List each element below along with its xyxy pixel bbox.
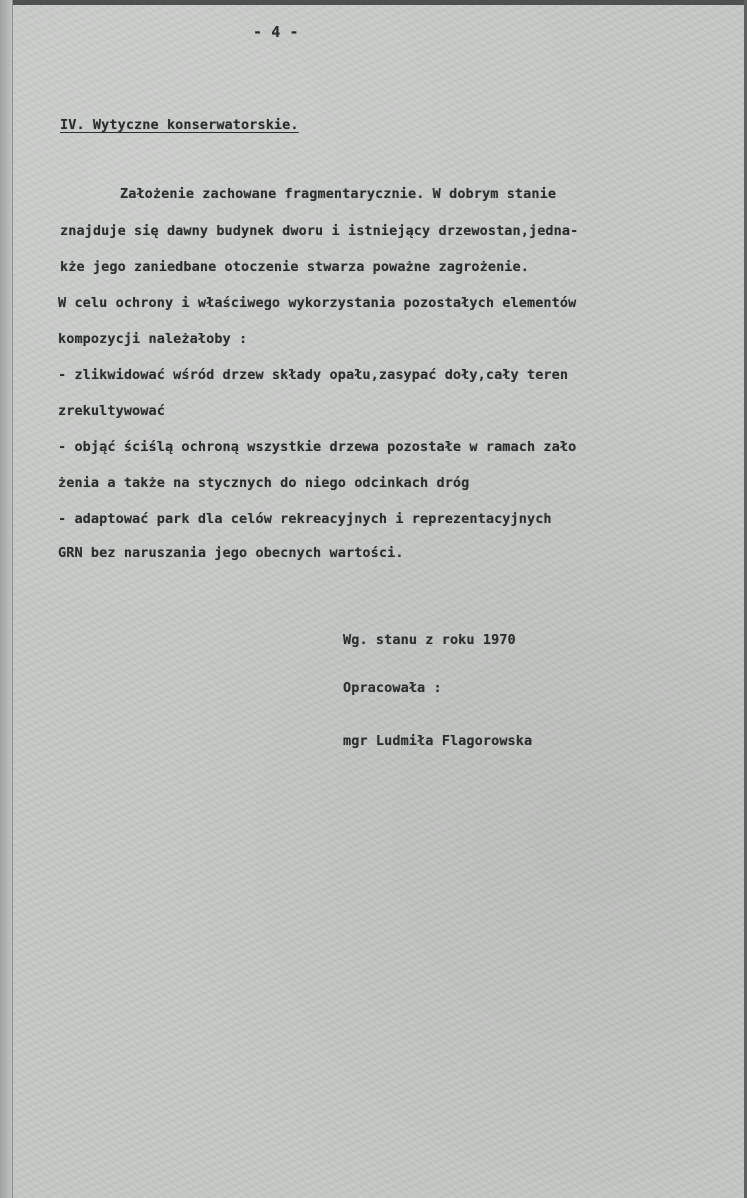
bullet-item-2: - objąć ściślą ochroną wszystkie drzewa pozostałe w ramach zało [58,439,577,455]
body-line-3: kże jego zaniedbane otoczenie stwarza poważne zagrożenie. [60,259,529,275]
prepared-by-label: Opracowała : [343,680,442,696]
bullet-item-3: - adaptować park dla celów rekreacyjnych i reprezentacyjnych [58,511,552,527]
bullet-item-3-continued: GRN bez naruszania jego obecnych wartości. [58,545,404,561]
scan-left-edge-line [12,0,13,1198]
body-line-5: kompozycji należałoby : [58,331,248,347]
body-line-4: W celu ochrony i właściwego wykorzystania pozostałych elementów [58,295,577,311]
page-number: - 4 - [253,23,299,41]
bullet-item-2-continued: żenia a także na stycznych do niego odcinkach dróg [58,475,470,491]
body-line-1: Założenie zachowane fragmentarycznie. W dobrym stanie [120,186,557,202]
body-line-2: znajduje się dawny budynek dworu i istniejący drzewostan,jedna- [60,223,579,239]
bullet-item-1-continued: zrekultywować [58,403,165,419]
bullet-item-1: - zlikwidować wśród drzew składy opału,zasypać doły,cały teren [58,367,569,383]
author-name: mgr Ludmiła Flagorowska [343,733,533,749]
section-heading: IV. Wytyczne konserwatorskie. [60,117,299,133]
status-date-line: Wg. stanu z roku 1970 [343,632,516,648]
scan-top-edge [0,0,747,5]
